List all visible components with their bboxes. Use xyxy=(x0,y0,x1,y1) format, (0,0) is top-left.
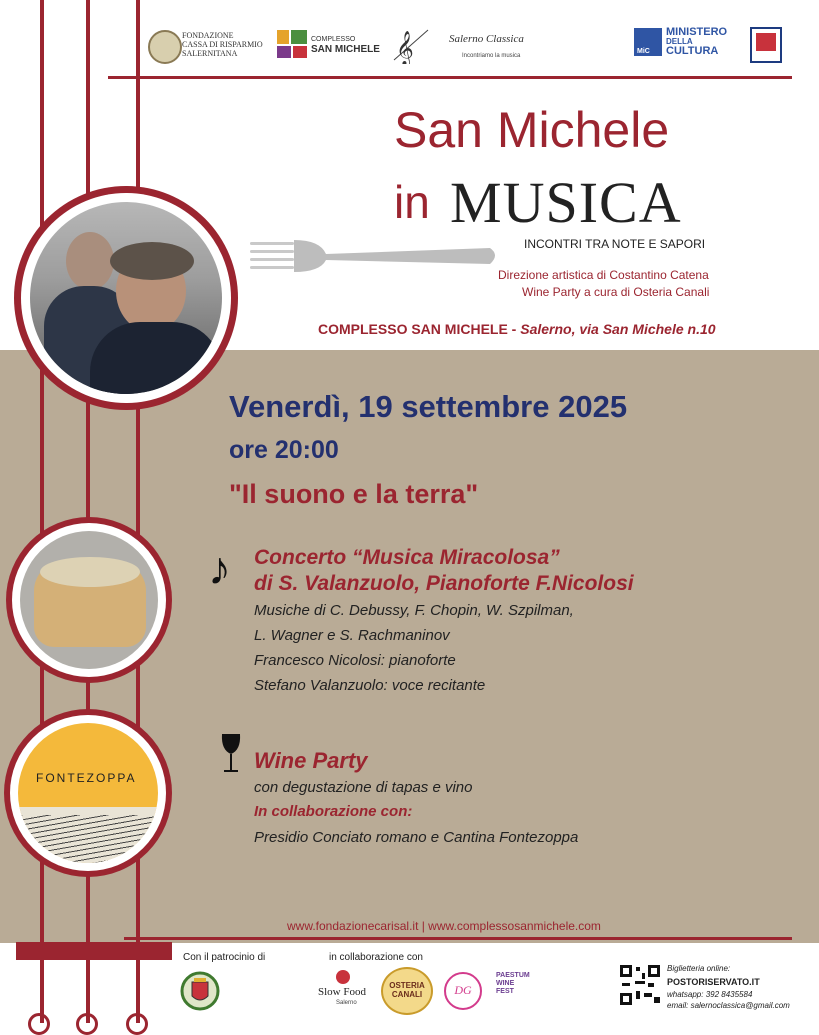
ministero-text: MINISTERO DELLA CULTURA xyxy=(666,26,728,57)
title-in: in xyxy=(394,176,430,228)
biglietteria-label: Biglietteria online: xyxy=(667,964,731,973)
qr-code-icon[interactable] xyxy=(618,963,662,1007)
title-musica: MUSICA xyxy=(450,170,682,235)
slow-food-snail-icon xyxy=(336,970,350,984)
artistic-direction: Direzione artistica di Costantino Catena xyxy=(498,268,709,282)
mic-text: MiC xyxy=(637,48,650,55)
title-line1: San Michele xyxy=(394,102,670,158)
portrait-photo xyxy=(30,202,222,394)
fondazione-logo-text: FONDAZIONE CASSA DI RISPARMIO SALERNITANA xyxy=(182,31,263,58)
wine-glass-icon xyxy=(219,732,243,776)
venue: COMPLESSO SAN MICHELE - Salerno, via San Michele n.10 xyxy=(318,321,716,337)
municipal-crest-icon xyxy=(180,970,220,1012)
slow-food-text: Slow Food xyxy=(318,986,366,998)
osteria-canali-logo: OSTERIA CANALI xyxy=(381,967,433,1015)
email-contact[interactable]: email: salernoclassica@gmail.com xyxy=(667,1001,790,1010)
fontezoppa-label: FONTEZOPPA xyxy=(36,771,137,785)
fontezoppa-frame xyxy=(4,709,172,877)
complesso-logo-bottom: SAN MICHELE xyxy=(311,44,380,55)
collaborazione-label: in collaborazione con xyxy=(329,952,423,963)
wine-line-1: con degustazione di tapas e vino xyxy=(254,779,473,796)
concert-line-4: Stefano Valanzuolo: voce recitante xyxy=(254,677,486,694)
event-subtitle: "Il suono e la terra" xyxy=(229,479,479,509)
footer-divider xyxy=(124,937,792,940)
music-note-icon: ♪ xyxy=(208,542,231,594)
whatsapp-contact[interactable]: whatsapp: 392 8435584 xyxy=(667,990,753,999)
slow-food-sub: Salerno xyxy=(336,1000,357,1006)
decor-rail xyxy=(40,0,44,1023)
fontezoppa-logo xyxy=(18,723,158,863)
collab-names: Presidio Conciato romano e Cantina Fontezoppa xyxy=(254,829,579,846)
footer-red-block xyxy=(16,942,172,960)
concert-title-2: di S. Valanzuolo, Pianoforte F.Nicolosi xyxy=(254,572,634,595)
wine-party-credit: Wine Party a cura di Osteria Canali xyxy=(522,285,710,299)
treble-clef-logo-icon xyxy=(390,26,432,64)
patrocinio-label: Con il patrocinio di xyxy=(183,952,266,963)
event-date: Venerdì, 19 settembre 2025 xyxy=(229,389,628,424)
dg-logo: DG xyxy=(444,972,482,1010)
concert-line-2: L. Wagner e S. Rachmaninov xyxy=(254,627,450,644)
postoriservato-link[interactable]: POSTORISERVATO.IT xyxy=(667,977,760,987)
concert-title-1: Concerto “Musica Miracolosa” xyxy=(254,546,560,569)
decor-rail xyxy=(136,0,140,1023)
svg-text:𝄞: 𝄞 xyxy=(396,31,414,64)
complesso-logo-top: COMPLESSO xyxy=(311,36,356,43)
wine-party-title: Wine Party xyxy=(254,748,368,773)
incontriamo-text: Incontriamo la musica xyxy=(462,53,521,59)
complesso-logo-icon xyxy=(277,30,307,58)
bread-frame xyxy=(6,517,172,683)
salerno-classica-logo: Salerno Classica xyxy=(449,33,524,45)
decor-ring xyxy=(76,1013,98,1035)
header-divider xyxy=(108,76,792,79)
regione-campania-icon xyxy=(750,27,782,63)
fork-icon xyxy=(250,236,500,276)
fondazione-seal-icon xyxy=(148,30,182,64)
websites-link[interactable]: www.fondazionecarisal.it | www.complessosanmichele.com xyxy=(287,919,601,933)
collab-label: In collaborazione con: xyxy=(254,803,413,820)
concert-line-1: Musiche di C. Debussy, F. Chopin, W. Szpilman, xyxy=(254,602,574,619)
portrait-frame xyxy=(14,186,238,410)
bread-photo xyxy=(20,531,158,669)
decor-ring xyxy=(126,1013,148,1035)
tagline: INCONTRI TRA NOTE E SAPORI xyxy=(524,237,706,251)
decor-ring xyxy=(28,1013,50,1035)
event-time: ore 20:00 xyxy=(229,436,339,464)
concert-line-3: Francesco Nicolosi: pianoforte xyxy=(254,652,456,669)
paestum-wine-fest-logo: PAESTUM WINE FEST xyxy=(496,972,530,995)
